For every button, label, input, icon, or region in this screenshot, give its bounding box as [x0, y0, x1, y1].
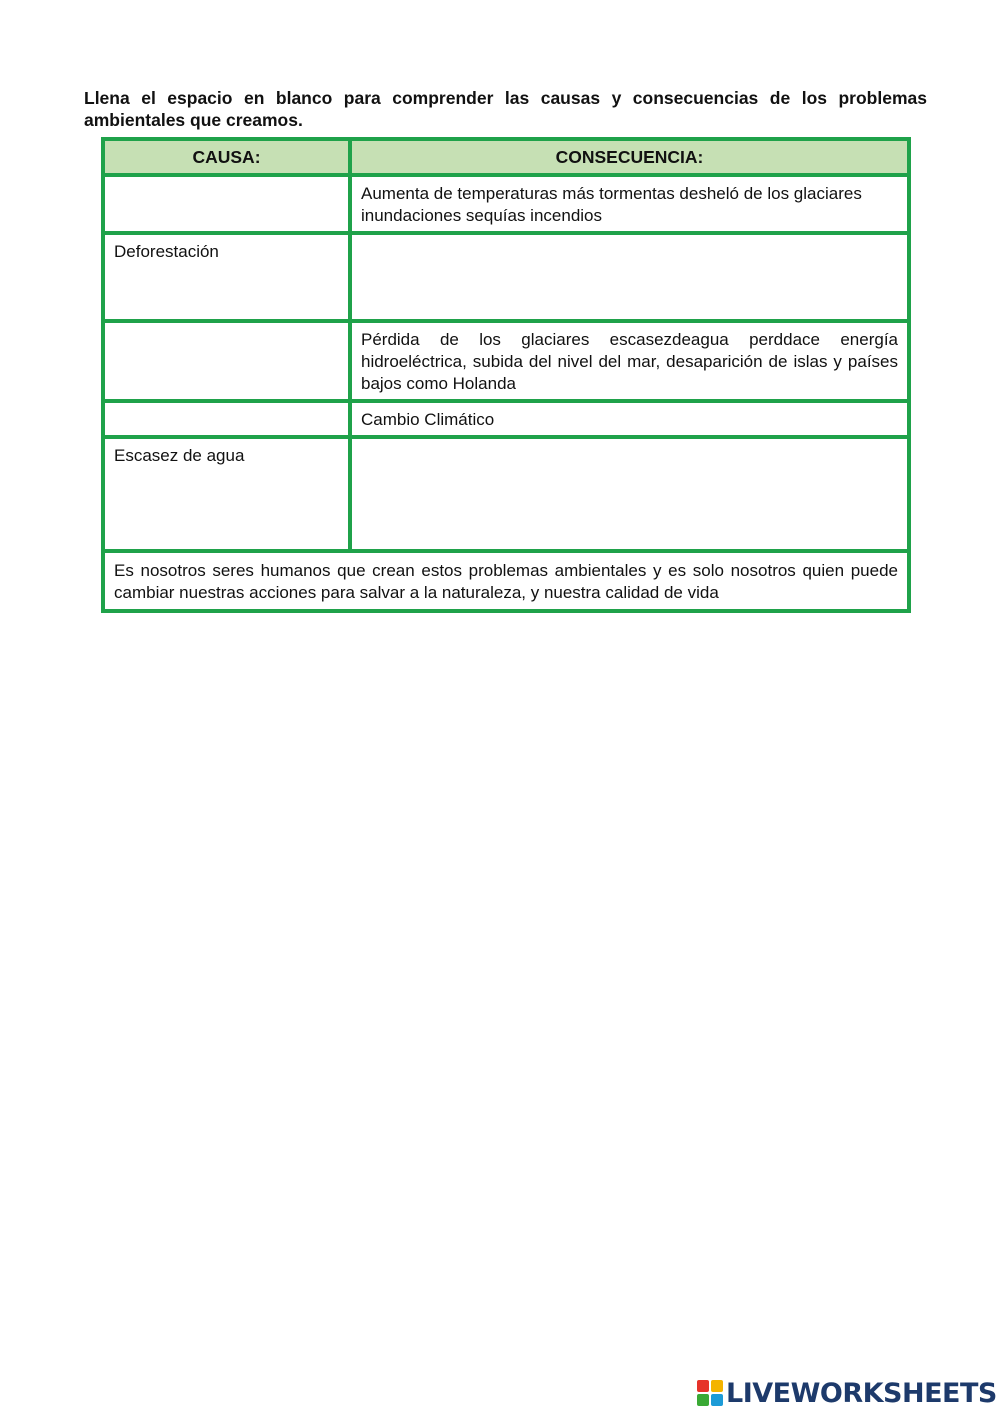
liveworksheets-logo [697, 1376, 997, 1410]
logo-text: LIVEWORKSHEETS [726, 1377, 997, 1409]
conclusion-cell [103, 551, 909, 611]
conclusion-text: Es nosotros seres humanos que crean estos problemas ambientales y es solo nosotros quien puede cambiar nuestras acciones para salvar a la naturaleza, y nuestra calidad de vida [114, 561, 898, 602]
instructions-text: Llena el espacio en blanco para comprender las causas y consecuencias de los problemas ambientales que creamos. [84, 88, 927, 130]
liveworksheets-logo-icon [697, 1380, 723, 1406]
consecuencia-text [352, 235, 907, 245]
table-header-row [103, 139, 909, 175]
consecuencia-text: Pérdida de los glaciares escasezdeagua perddace energía hidroeléctrica, subida del nivel del mar, desaparición de islas y países bajos como Holanda [361, 330, 898, 393]
table-row [103, 401, 909, 437]
causa-text [105, 403, 348, 413]
table-row [103, 321, 909, 401]
consecuencia-cell-5[interactable] [350, 437, 909, 551]
causa-text: Deforestación [114, 242, 219, 261]
logo-square-green [697, 1394, 709, 1406]
conclusion-row [103, 551, 909, 611]
causa-text [105, 177, 348, 187]
consecuencia-text: Aumenta de temperaturas más tormentas desheló de los glaciares inundaciones sequías incendios [361, 184, 862, 225]
header-causa: CAUSA: [103, 139, 350, 175]
causa-text: Escasez de agua [114, 446, 245, 465]
causa-cell-3[interactable] [103, 321, 350, 401]
causa-cell-4[interactable] [103, 401, 350, 437]
table-row [103, 437, 909, 551]
logo-square-blue [711, 1394, 723, 1406]
consecuencia-text: Cambio Climático [361, 410, 495, 429]
causa-cell-1[interactable] [103, 175, 350, 233]
cause-consequence-table [101, 137, 911, 613]
table-row [103, 233, 909, 321]
consecuencia-cell-4 [350, 401, 909, 437]
causa-cell-5 [103, 437, 350, 551]
consecuencia-text [352, 439, 907, 449]
consecuencia-cell-3 [350, 321, 909, 401]
causa-text [105, 323, 348, 333]
logo-square-red [697, 1380, 709, 1392]
consecuencia-cell-2[interactable] [350, 233, 909, 321]
logo-square-yellow [711, 1380, 723, 1392]
header-consecuencia: CONSECUENCIA: [350, 139, 909, 175]
table-row [103, 175, 909, 233]
consecuencia-cell-1 [350, 175, 909, 233]
causa-cell-2 [103, 233, 350, 321]
